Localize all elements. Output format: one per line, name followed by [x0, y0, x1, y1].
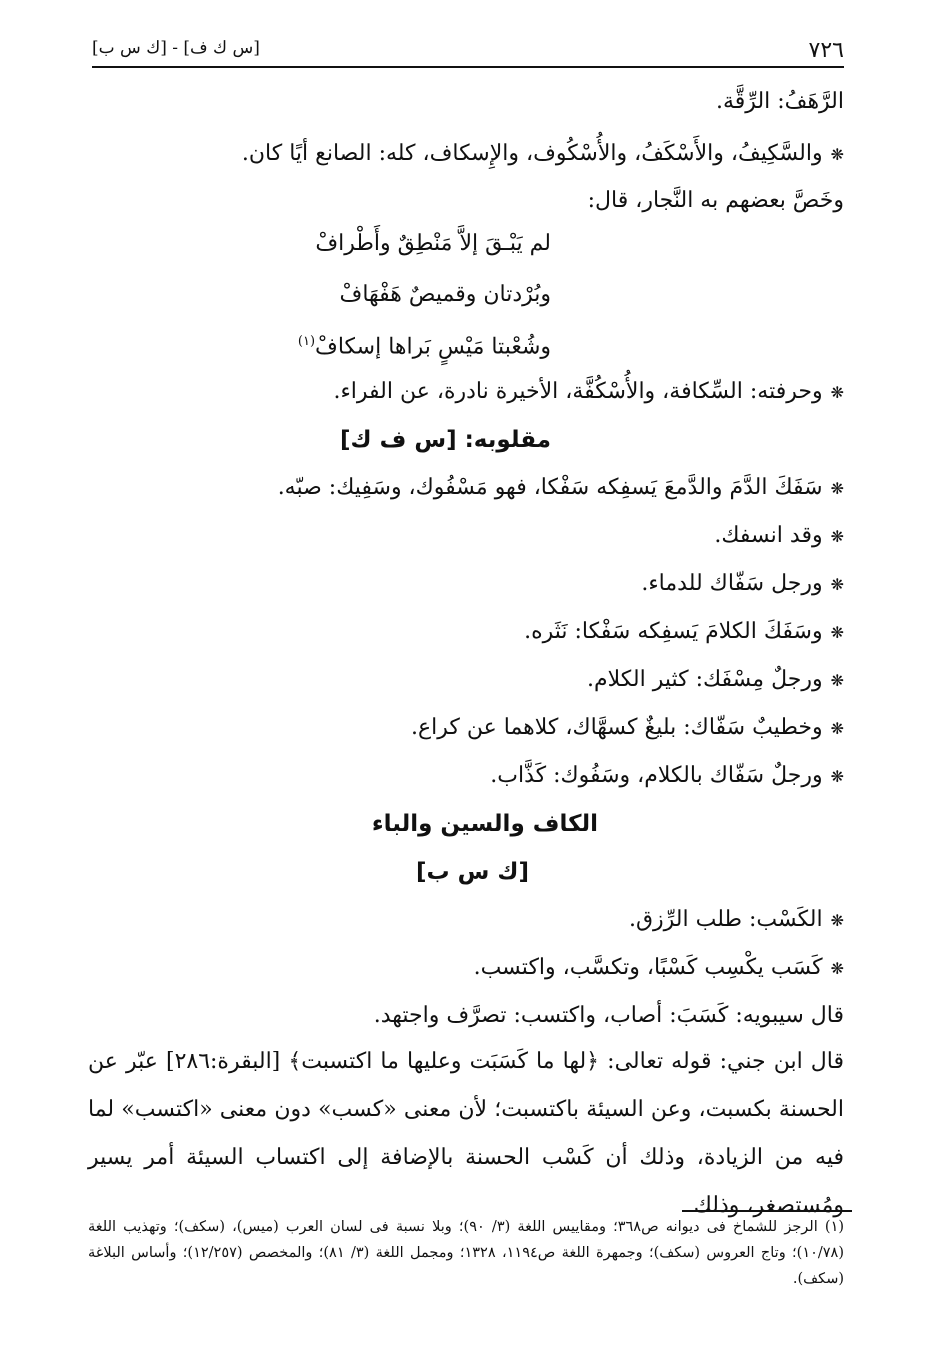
asterism-icon: ❋ — [830, 145, 844, 164]
asterism-icon: ❋ — [830, 959, 844, 978]
verse-line: وبُرْدتان وقميصٌ هَفْهَافْ — [339, 282, 551, 307]
asterism-icon: ❋ — [830, 671, 844, 690]
verse-line: وشُعْبتا مَيْسٍ بَراها إسكافْ$^{(١)}$ — [297, 334, 551, 360]
asterism-icon: ❋ — [830, 575, 844, 594]
section-heading: مقلوبه: [س ف ك] — [340, 427, 551, 453]
entry-line: ❋وحرفته: السِّكافة، والأُسْكُفَّة، الأخيرة نادرة، عن الفراء. — [333, 376, 844, 409]
entry-line: ❋ورجلٌ سَفّاك بالكلام، وسَفُوك: كَذَّاب. — [490, 760, 844, 793]
asterism-icon: ❋ — [830, 767, 844, 786]
root-heading: [ك س ب] — [416, 859, 529, 885]
footnote-mark: (١) — [297, 334, 316, 349]
body-paragraph: قال ابن جني: قوله تعالى: ﴿لها ما كَسَبَت وعليها ما اكتسبت﴾ [البقرة:٢٨٦] عبّر عن الحسنة بكسبت، وعن السيئة باكتسبت؛ لأن معنى «كسب» دون معنى «اكتسب» لما فيه من الزيادة، وذلك أن كَسْب الحسنة بالإضافة إلى اكتساب السيئة أمر يسير ومُستصغر، وذلك — [88, 1049, 844, 1218]
asterism-icon: ❋ — [830, 719, 844, 738]
asterism-icon: ❋ — [830, 911, 844, 930]
verse-line: لم يَبْـقَ إلاَّ مَنْطِقٌ وأَطْرافْ — [315, 231, 551, 256]
asterism-icon: ❋ — [830, 623, 844, 642]
entry-line: وخَصَّ بعضهم به النَّجار، قال: — [587, 188, 844, 213]
asterism-icon: ❋ — [830, 479, 844, 498]
entry-line: ❋كَسَب يكْسِب كَسْبًا، وتكسَّب، واكتسب. — [474, 952, 844, 985]
header-rule — [92, 66, 844, 68]
chapter-heading: الكاف والسين والباء — [371, 811, 598, 837]
entry-line: الرَّهَفُ: الرِّقَّة. — [716, 89, 844, 114]
page-header — [92, 36, 844, 62]
entry-line: ❋وخطيبٌ سَفّاك: بليغٌ كسهَّاك، كلاهما عن كراع. — [411, 712, 844, 745]
page-number: ٧٢٦ — [808, 38, 844, 63]
running-title: [س ك ف] - [ك س ب] — [92, 38, 260, 58]
footnote-rule — [682, 1210, 852, 1212]
entry-line: ❋ورجل سَفّاك للدماء. — [641, 568, 844, 601]
entry-line: ❋والسَّكِيفُ، والأَسْكَفُ، والأُسْكُوف، والإِسكاف، كله: الصانع أيًا كان. — [242, 138, 844, 171]
entry-line: ❋وسَفَكَ الكلامَ يَسفِكه سَفْكا: نَثَره. — [524, 616, 844, 649]
entry-line: ❋وقد انسفك. — [714, 520, 844, 553]
entry-line: قال سيبويه: كَسَبَ: أصاب، واكتسب: تصرَّف واجتهد. — [373, 1003, 844, 1028]
footnote: (١) الرجز للشماخ فى ديوانه ص٣٦٨؛ ومقاييس اللغة (٣/ ٩٠)؛ وبلا نسبة فى لسان العرب (ميس)، (سكف)؛ وتهذيب اللغة (١٠/٧٨)؛ وتاج العروس (سكف)؛ وجمهرة اللغة ص١١٩٤، ١٣٢٨؛ ومجمل اللغة (٣/ ٨١)؛ والمخصص (١٢/٢٥٧)؛ وأساس البلاغة (سكف). — [88, 1219, 845, 1287]
asterism-icon: ❋ — [830, 383, 844, 402]
entry-line: ❋سَفَكَ الدَّمَ والدَّمعَ يَسفِكه سَفْكا، فهو مَسْفُوك، وسَفِيك: صبّه. — [278, 472, 844, 505]
entry-line: ❋ورجلٌ مِسْفَك: كثير الكلام. — [587, 664, 844, 697]
entry-line: ❋الكَسْب: طلب الرِّزق. — [629, 904, 844, 937]
asterism-icon: ❋ — [830, 527, 844, 546]
